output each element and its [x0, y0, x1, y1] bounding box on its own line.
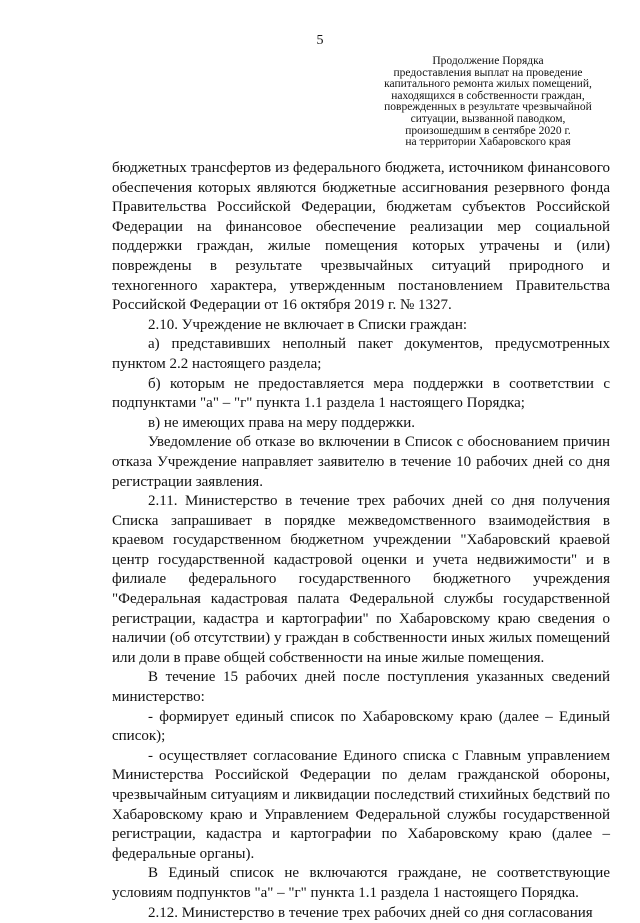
paragraph: бюджетных трансфертов из федерального бюджета, источником финансового обеспечения которых являются бюджетные ассигнования резервного фонда Правительства Российской Федерации, бюджетам субъектов Российской Федерации на финансовое обеспечение реализации мер социальной поддержки граждан, жилые помещения которых утрачены и (или) повреждены в результате чрезвычайных ситуаций природного и техногенного характера, утвержденным постановлением Правительства Российской Федерации от 16 октября 2019 г. № 1327.: [112, 160, 610, 314]
document-header: [352, 56, 624, 149]
paragraph: - осуществляет согласование Единого списка с Главным управлением Министерства Российской Федерации по делам гражданской обороны, чрезвычайным ситуациям и ликвидации последствий стихийных бедствий по Хабаровскому краю и Управлением Федеральной службы государственной регистрации, кадастра и картографии по Хабаровскому краю (далее – федеральные органы).: [112, 747, 610, 862]
header-line: произошедшим в сентябре 2020 г.: [405, 124, 571, 137]
header-line: предоставления выплат на проведение: [393, 66, 583, 79]
paragraph: в) не имеющих права на меру поддержки.: [148, 414, 416, 431]
paragraph: 2.10. Учреждение не включает в Списки граждан:: [148, 316, 468, 333]
paragraph: В течение 15 рабочих дней после поступления указанных сведений министерство:: [112, 669, 610, 706]
paragraph: В Единый список не включаются граждане, не соответствующие условиям подпунктов "а" – "г" пункта 1.1 раздела 1 настоящего Порядка.: [112, 865, 610, 901]
paragraph: 2.11. Министерство в течение трех рабочих дней со дня получения Списка запрашивает в порядке межведомственного взаимодействия в краевом государственном бюджетном учреждении "Хабаровский краевой центр государственной кадастровой оценки и учета недвижимости" и в филиале федерального государственного бюджетного учреждения "Федеральная кадастровая палата Федеральной службы государственной регистрации, кадастра и картографии" по Хабаровскому краю сведения о наличии (об отсутствии) у граждан в собственности иных жилых помещений или доли в праве общей собственности на иные жилые помещения.: [112, 493, 610, 666]
document-body: [112, 159, 610, 923]
header-line: ситуации, вызванной паводком,: [410, 112, 566, 125]
paragraph: - формирует единый список по Хабаровскому краю (далее – Единый список);: [112, 708, 610, 745]
header-line: на территории Хабаровского края: [405, 136, 571, 149]
paragraph: Уведомление об отказе во включении в Список с обоснованием причин отказа Учреждение направляет заявителю в течение 10 рабочих дней со дня регистрации заявления.: [112, 434, 610, 490]
header-line: капитального ремонта жилых помещений,: [384, 78, 592, 91]
paragraph: 2.12. Министерство в течение трех рабочих дней со дня согласования: [148, 904, 593, 921]
header-line: поврежденных в результате чрезвычайной: [384, 101, 592, 114]
paragraph: а) представивших неполный пакет документов, предусмотренных пунктом 2.2 настоящего раздела;: [112, 336, 610, 372]
paragraph: б) которым не предоставляется мера поддержки в соответствии с подпунктами "а" – "г" пункта 1.1 раздела 1 настоящего Порядка;: [112, 375, 610, 412]
header-line: Продолжение Порядка: [432, 55, 544, 67]
page-number: 5: [316, 33, 324, 48]
header-line: находящихся в собственности граждан,: [391, 89, 585, 102]
